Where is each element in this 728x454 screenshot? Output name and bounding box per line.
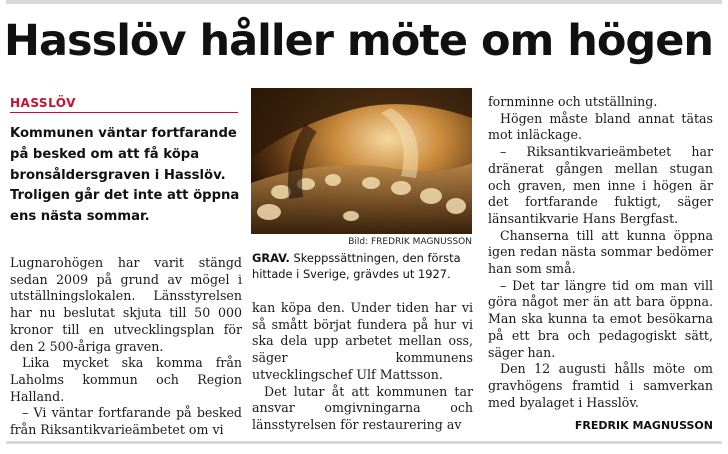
headline: Hasslöv håller möte om högen xyxy=(4,16,713,66)
body-column-2 xyxy=(252,300,473,434)
kicker: HASSLÖV xyxy=(10,96,76,110)
body-column-3 xyxy=(488,94,713,411)
body-column-1 xyxy=(10,255,242,439)
bottom-rule xyxy=(6,441,722,444)
kicker-rule xyxy=(10,112,238,113)
photo-caption xyxy=(252,251,474,282)
body-paragraph: Den 12 augusti hålls möte om gravhögens framtid i samverkan med byalaget i Hasslöv. xyxy=(488,361,713,410)
body-paragraph: fornminne och utställning. xyxy=(488,94,658,109)
body-paragraph: kan köpa den. Under tiden har vi så smått börjat fundera på hur vi ska dela upp arbetet mellan oss, säger kommunens utvecklingschef Ulf Mattsson. xyxy=(252,300,473,382)
ingress: Kommunen väntar fortfarande på besked om att få köpa bronsåldersgraven i Hasslöv. Troligen går det inte att öppna ens nästa sommar. xyxy=(10,126,240,225)
grave-photo xyxy=(251,88,472,234)
body-paragraph: – Riksantikvarieämbetet har dränerat gången mellan stugan och graven, men inne i högen är det fortfarande fuktigt, säger länsantikvarie Hans Bergfast. xyxy=(488,144,713,226)
caption-lead: GRAV. xyxy=(252,251,290,265)
photo-credit: Bild: FREDRIK MAGNUSSON xyxy=(348,237,472,247)
caption-text: Skeppssättningen, den första hittade i Sverige, grävdes ut 1927. xyxy=(252,251,461,281)
body-paragraph: Chanserna till att kunna öppna igen redan nästa sommar bedömer han som små. xyxy=(488,227,713,277)
body-paragraph: Det lutar åt att kommunen tar ansvar omgivningarna och länsstyrelsen för restaurering av xyxy=(252,383,473,432)
byline: FREDRIK MAGNUSSON xyxy=(574,419,713,432)
body-paragraph: Lugnarohögen har varit stängd sedan 2009 på grund av mögel i utställningslokalen. Länsstyrelsen har nu beslutat skjuta till 50 000 kronor till en utvecklingsplan för den 2 500-åriga graven. xyxy=(10,255,242,354)
top-rule xyxy=(6,0,722,4)
body-paragraph: Lika mycket ska komma från Laholms kommun och Region Halland. xyxy=(10,355,242,404)
body-paragraph: – Vi väntar fortfarande på besked från Riksantikvarieämbetet om vi xyxy=(10,405,242,438)
body-paragraph: Högen måste bland annat tätas mot inläckage. xyxy=(488,110,713,143)
body-paragraph: – Det tar längre tid om man vill göra något mer än att bara öppna. Man ska kunna ta emot besökarna på ett bra och pedagogiskt sätt, säger han. xyxy=(488,277,713,360)
